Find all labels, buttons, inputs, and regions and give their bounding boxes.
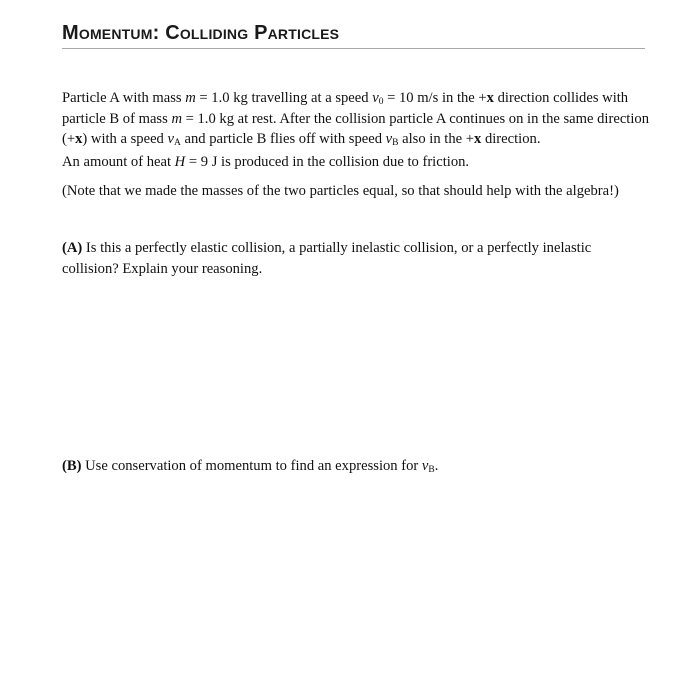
heat-statement: An amount of heat H = 9 J is produced in the collision due to friction. xyxy=(62,154,470,170)
question-a: (A) Is this a perfectly elastic collision, a partially inelastic collision, or a perfectly inelastic collision? Explain your reasoning. xyxy=(62,240,592,277)
title-divider xyxy=(62,48,645,49)
note-text: (Note that we made the masses of the two particles equal, so that should help with the algebra!) xyxy=(62,183,619,199)
problem-statement: Particle A with mass m = 1.0 kg travelling at a speed $v_0 = 10$ m/s in the +x direction collides with particle B of mass m = 1.0 kg at rest. After the collision particle A continues on in the same direction (+x) with a speed $v_A$ and particle B flies off with speed $v_B$ also in the +x direction. xyxy=(62,90,649,148)
question-a-label: (A) xyxy=(62,240,83,256)
question-b-label: (B) xyxy=(62,458,82,474)
page-title: Momentum: Colliding Particles xyxy=(62,22,340,44)
question-b: (B) Use conservation of momentum to find an expression for $v_B$. xyxy=(62,458,439,475)
